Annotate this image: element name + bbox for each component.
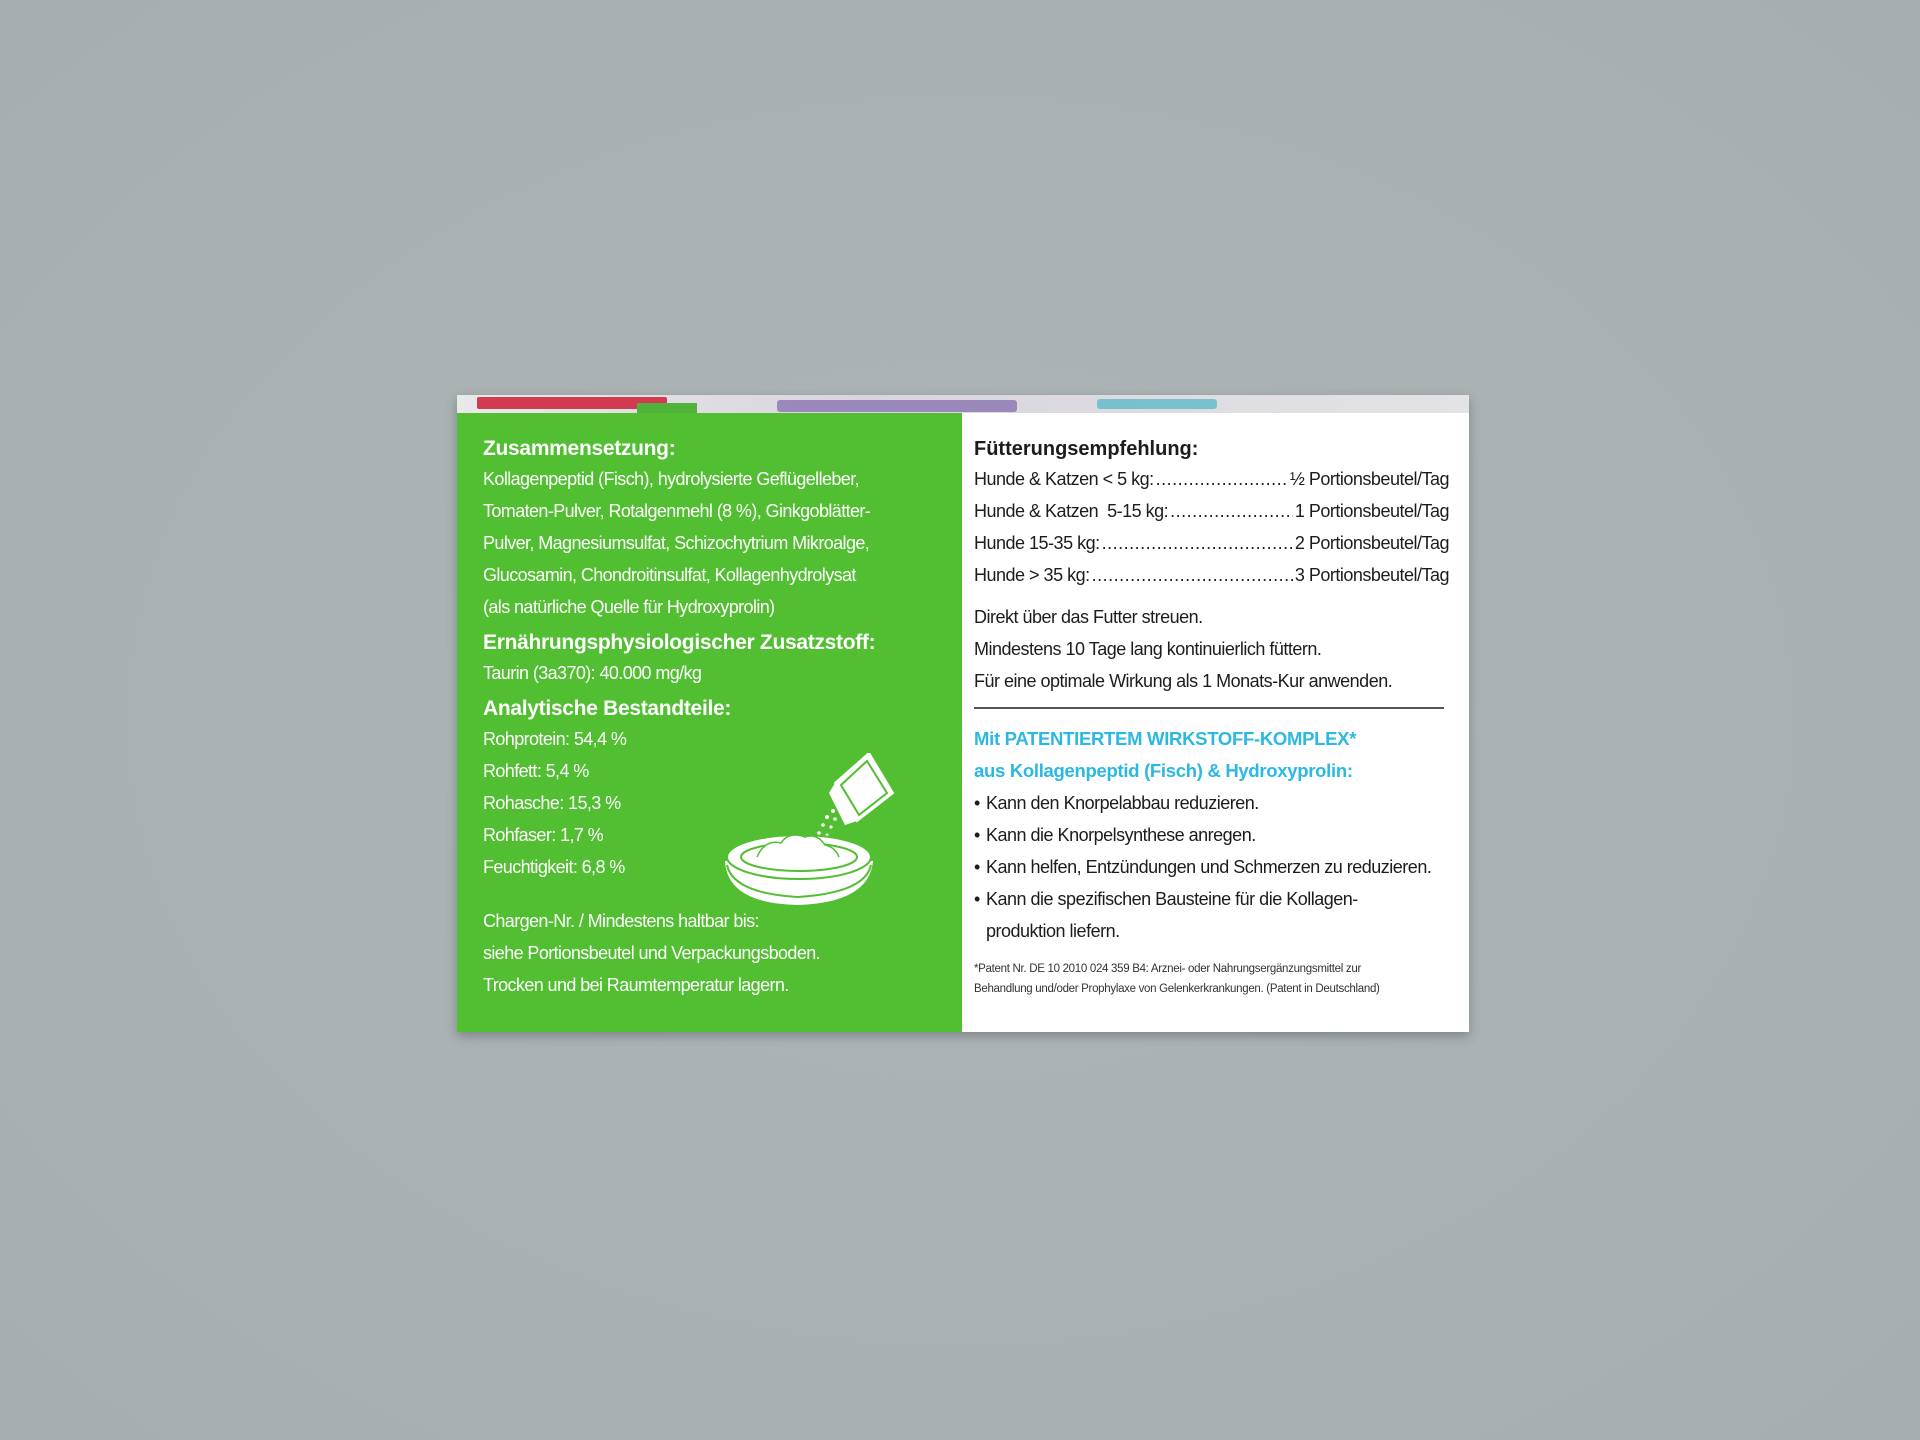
benefit-text: Kann helfen, Entzündungen und Schmerzen zu reduzieren. bbox=[986, 857, 1432, 877]
benefit-item: • Kann die Knorpelsynthese anregen. bbox=[974, 819, 1454, 851]
composition-line: Tomaten-Pulver, Rotalgenmehl (8 %), Ginkgoblätter- bbox=[483, 501, 871, 521]
analytic-line: Rohprotein: 54,4 % bbox=[483, 729, 627, 749]
usage-line: Mindestens 10 Tage lang kontinuierlich füttern. bbox=[974, 639, 1322, 659]
leader-dots bbox=[1156, 463, 1288, 495]
patent-heading: Mit PATENTIERTEM WIRKSTOFF-KOMPLEX* bbox=[974, 728, 1357, 749]
analytic-heading: Analytische Bestandteile: bbox=[483, 697, 732, 720]
bowl-sachet-illustration bbox=[717, 753, 917, 913]
patent-subheading: aus Kollagenpeptid (Fisch) & Hydroxyprolin: bbox=[974, 760, 1353, 781]
benefit-item: • Kann den Knorpelabbau reduzieren. bbox=[974, 787, 1454, 819]
usage-line: Für eine optimale Wirkung als 1 Monats-Kur anwenden. bbox=[974, 671, 1393, 691]
leader-dots bbox=[1170, 495, 1293, 527]
storage-line: siehe Portionsbeutel und Verpackungsboden. bbox=[483, 943, 821, 963]
benefit-text: Kann die spezifischen Bausteine für die Kollagen- bbox=[986, 889, 1358, 909]
benefit-item: • Kann helfen, Entzündungen und Schmerzen zu reduzieren. bbox=[974, 851, 1454, 883]
composition-heading: Zusammensetzung: bbox=[483, 437, 676, 460]
analytic-line: Rohfaser: 1,7 % bbox=[483, 825, 604, 845]
storage-line: Trocken und bei Raumtemperatur lagern. bbox=[483, 975, 789, 995]
feeding-row bbox=[974, 527, 1449, 559]
composition-line: Glucosamin, Chondroitinsulfat, Kollagenhydrolysat bbox=[483, 565, 856, 585]
leader-dots bbox=[1102, 527, 1293, 559]
analytic-line: Feuchtigkeit: 6,8 % bbox=[483, 857, 625, 877]
feeding-value: 3 Portionsbeutel/Tag bbox=[1294, 565, 1449, 585]
instructions-panel bbox=[962, 413, 1469, 1032]
feeding-value: 2 Portionsbeutel/Tag bbox=[1294, 533, 1449, 553]
patent-footnote bbox=[974, 959, 1454, 999]
benefit-text: Kann den Knorpelabbau reduzieren. bbox=[986, 793, 1259, 813]
divider bbox=[974, 707, 1444, 709]
analytic-line: Rohasche: 15,3 % bbox=[483, 793, 621, 813]
composition-line: Pulver, Magnesiumsulfat, Schizochytrium Mikroalge, bbox=[483, 533, 870, 553]
feeding-label: Hunde & Katzen 5-15 kg: bbox=[974, 501, 1169, 521]
composition-line: (als natürliche Quelle für Hydroxyprolin) bbox=[483, 597, 775, 617]
sachet-icon bbox=[829, 753, 893, 825]
benefit-item: • Kann die spezifischen Bausteine für die Kollagen- bbox=[974, 883, 1454, 915]
footnote-line: *Patent Nr. DE 10 2010 024 359 B4: Arznei- oder Nahrungsergänzungsmittel zur bbox=[974, 963, 1361, 975]
feeding-row bbox=[974, 463, 1449, 495]
product-box-back bbox=[457, 395, 1469, 1032]
benefit-text-continued: produktion liefern. bbox=[986, 921, 1120, 941]
feeding-row bbox=[974, 495, 1449, 527]
storage-line: Chargen-Nr. / Mindestens haltbar bis: bbox=[483, 911, 759, 931]
feeding-label: Hunde & Katzen < 5 kg: bbox=[974, 469, 1154, 489]
bowl-icon bbox=[725, 835, 873, 905]
feeding-row bbox=[974, 559, 1449, 591]
additive-heading: Ernährungsphysiologischer Zusatzstoff: bbox=[483, 631, 876, 654]
brand-strip-teal bbox=[1097, 399, 1217, 409]
feeding-label: Hunde > 35 kg: bbox=[974, 565, 1090, 585]
brand-strip-green bbox=[637, 403, 697, 413]
usage-line: Direkt über das Futter streuen. bbox=[974, 607, 1203, 627]
box-top-flap bbox=[457, 395, 1469, 415]
additive-line: Taurin (3a370): 40.000 mg/kg bbox=[483, 663, 702, 683]
composition-line: Kollagenpeptid (Fisch), hydrolysierte Geflügelleber, bbox=[483, 469, 860, 489]
brand-strip-purple bbox=[777, 400, 1017, 412]
footnote-line: Behandlung und/oder Prophylaxe von Gelenkerkrankungen. (Patent in Deutschland) bbox=[974, 983, 1380, 995]
benefit-text: Kann die Knorpelsynthese anregen. bbox=[986, 825, 1256, 845]
feeding-label: Hunde 15-35 kg: bbox=[974, 533, 1100, 553]
feeding-value: ½ Portionsbeutel/Tag bbox=[1289, 469, 1449, 489]
feeding-heading: Fütterungsempfehlung: bbox=[974, 438, 1199, 460]
feeding-value: 1 Portionsbeutel/Tag bbox=[1294, 501, 1449, 521]
analytic-line: Rohfett: 5,4 % bbox=[483, 761, 589, 781]
ingredients-panel bbox=[457, 413, 962, 1032]
leader-dots bbox=[1092, 559, 1293, 591]
